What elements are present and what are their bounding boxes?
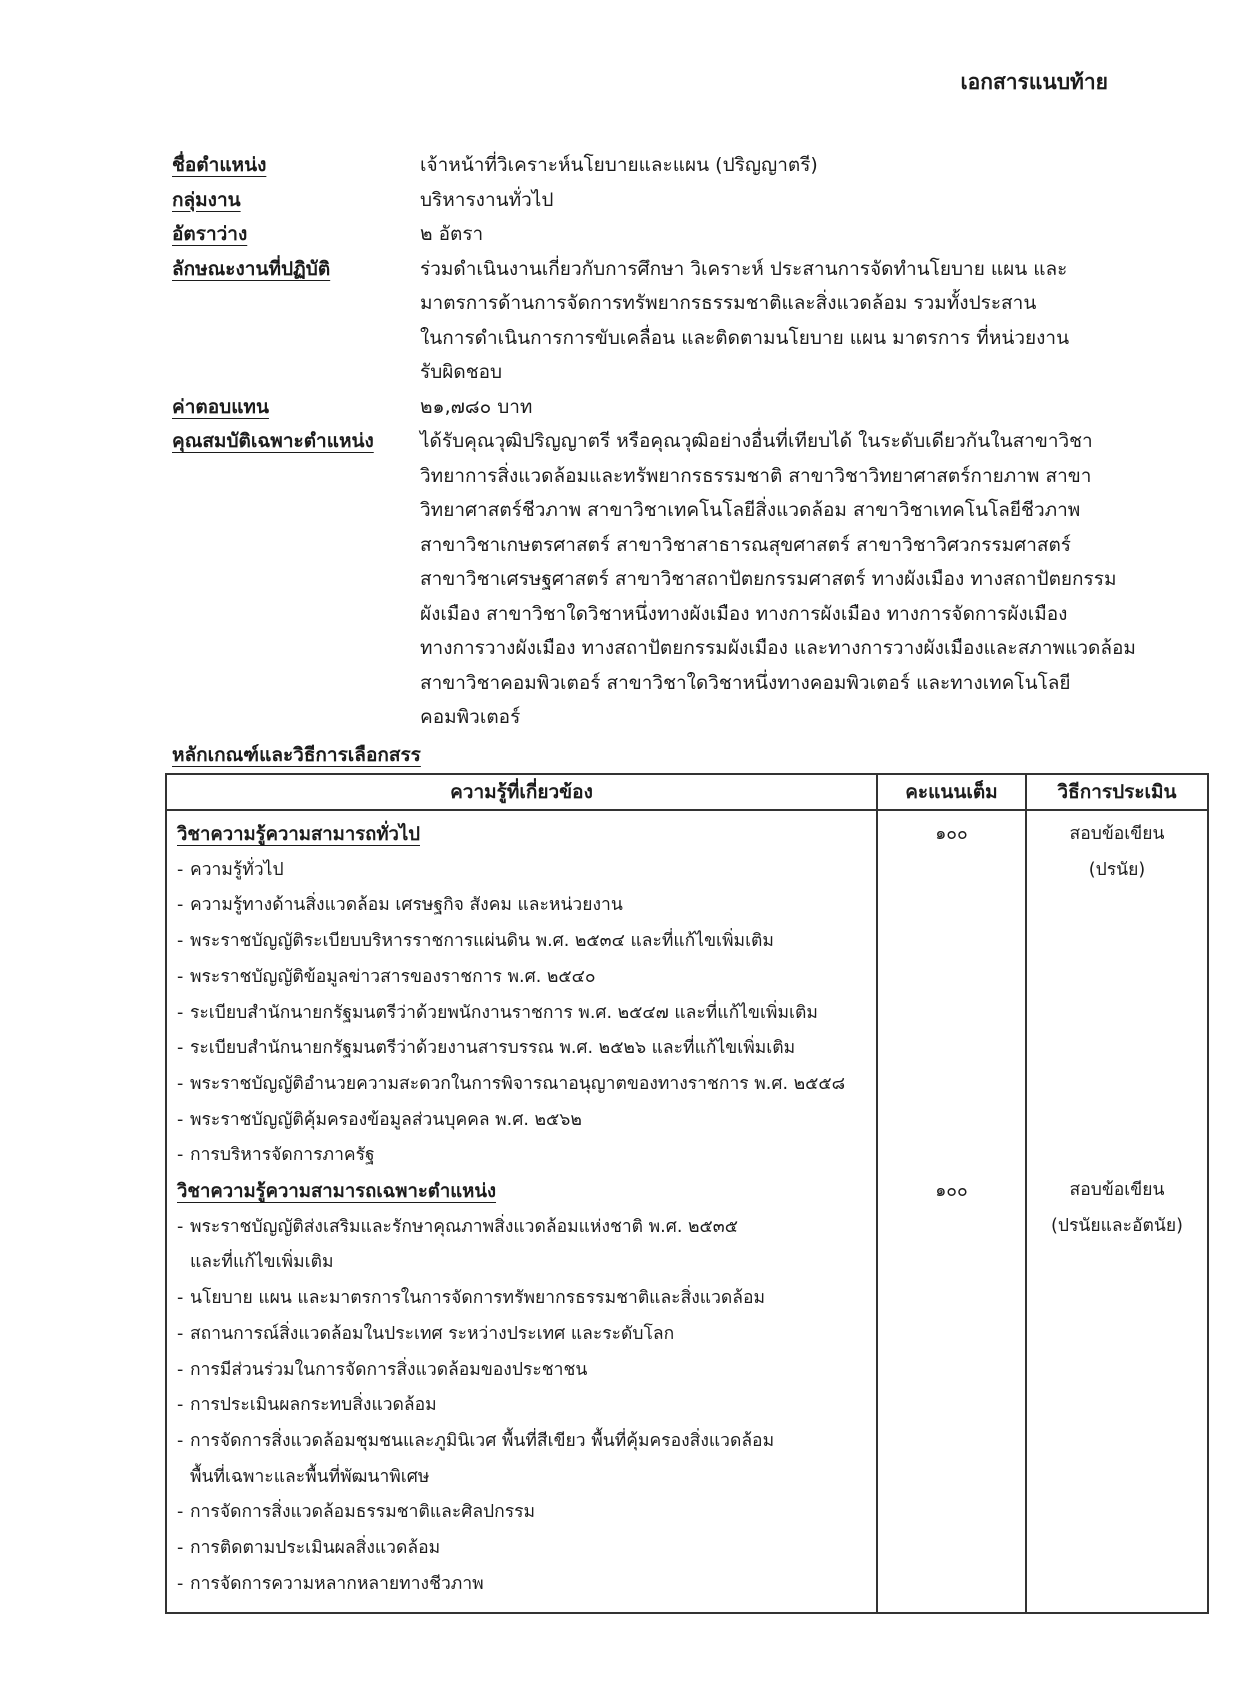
position-info	[172, 148, 1136, 735]
list-item: - การมีส่วนร่วมในการจัดการสิ่งแวดล้อมของประชาชน	[177, 1359, 588, 1380]
header-score: คะแนนเต็ม	[877, 774, 1026, 810]
method-general-line: (ปรนัย)	[1088, 859, 1146, 880]
info-row-qualifications	[172, 424, 1136, 735]
info-row-vacancy	[172, 217, 1132, 252]
list-item-continued: พื้นที่เฉพาะและพื้นที่พัฒนาพิเศษ	[190, 1466, 430, 1487]
list-item: - การจัดการสิ่งแวดล้อมชุมชนและภูมินิเวศ พื้นที่สีเขียว พื้นที่คุ้มครองสิ่งแวดล้อม	[177, 1430, 775, 1451]
header-topic: ความรู้ที่เกี่ยวข้อง	[166, 774, 877, 810]
list-item: - การจัดการสิ่งแวดล้อมธรรมชาติและศิลปกรรม	[177, 1502, 536, 1523]
qualifications-line: สาขาวิชาเศรษฐศาสตร์ สาขาวิชาสถาปัตยกรรมศาสตร์ ทางผังเมือง ทางสถาปัตยกรรม	[420, 568, 1117, 590]
selection-section-title: หลักเกณฑ์และวิธีการเลือกสรร	[172, 744, 421, 766]
duties-line: ในการดำเนินการการขับเคลื่อน และติดตามนโยบาย แผน มาตรการ ที่หน่วยงาน	[420, 326, 1070, 349]
list-item: - พระราชบัญญัติส่งเสริมและรักษาคุณภาพสิ่งแวดล้อมแห่งชาติ พ.ศ. ๒๕๓๕	[177, 1216, 738, 1237]
compensation-value: ๒๑,๗๘๐ บาท	[420, 395, 533, 418]
info-row-compensation	[172, 390, 1132, 425]
list-item-continued: และที่แก้ไขเพิ่มเติม	[190, 1252, 334, 1273]
qualifications-line: ได้รับคุณวุฒิปริญญาตรี หรือคุณวุฒิอย่างอื่นที่เทียบได้ ในระดับเดียวกันในสาขาวิชา	[420, 430, 1093, 452]
method-specific-line: สอบข้อเขียน	[1069, 1180, 1165, 1201]
list-item: - พระราชบัญญัติคุ้มครองข้อมูลส่วนบุคคล พ.ศ. ๒๕๖๒	[177, 1109, 582, 1130]
selection-criteria-table	[165, 773, 1209, 1614]
list-item: - การบริหารจัดการภาครัฐ	[177, 1145, 375, 1166]
list-item: - การติดตามประเมินผลสิ่งแวดล้อม	[177, 1538, 441, 1559]
vacancy-label: อัตราว่าง	[172, 223, 248, 245]
vacancy-value: ๒ อัตรา	[420, 223, 484, 245]
qualifications-line: สาขาวิชาคอมพิวเตอร์ สาขาวิชาใดวิชาหนึ่งทางคอมพิวเตอร์ และทางเทคโนโลยี	[420, 671, 1071, 694]
table-header-row	[166, 774, 1208, 810]
info-row-duties	[172, 252, 1132, 390]
topics-cell	[166, 810, 877, 1613]
table-row	[166, 810, 1208, 1613]
list-item: - ระเบียบสำนักนายกรัฐมนตรีว่าด้วยงานสารบรรณ พ.ศ. ๒๕๒๖ และที่แก้ไขเพิ่มเติม	[177, 1038, 796, 1059]
list-item: - พระราชบัญญัติระเบียบบริหารราชการแผ่นดิน พ.ศ. ๒๕๓๔ และที่แก้ไขเพิ่มเติม	[177, 931, 774, 952]
list-item: - ความรู้ทางด้านสิ่งแวดล้อม เศรษฐกิจ สังคม และหน่วยงาน	[177, 895, 623, 916]
methods-cell	[1026, 810, 1208, 1613]
list-item: - ความรู้ทั่วไป	[177, 859, 284, 880]
info-row-group	[172, 183, 1132, 218]
duties-line: รับผิดชอบ	[420, 361, 503, 383]
list-item: - ระเบียบสำนักนายกรัฐมนตรีว่าด้วยพนักงานราชการ พ.ศ. ๒๕๔๗ และที่แก้ไขเพิ่มเติม	[177, 1002, 818, 1023]
qualifications-line: ผังเมือง สาขาวิชาใดวิชาหนึ่งทางผังเมือง ทางการผังเมือง ทางการจัดการผังเมือง	[420, 602, 1068, 625]
qualifications-line: วิทยาการสิ่งแวดล้อมและทรัพยากรธรรมชาติ สาขาวิชาวิทยาศาสตร์กายภาพ สาขา	[420, 464, 1092, 487]
subject-title-specific: วิชาความรู้ความสามารถเฉพาะตำแหน่ง	[177, 1181, 497, 1203]
attachment-label: เอกสารแนบท้าย	[960, 70, 1108, 94]
position-title-value: เจ้าหน้าที่วิเคราะห์นโยบายและแผน (ปริญญาตรี)	[420, 154, 818, 176]
list-item: - พระราชบัญญัติข้อมูลข่าวสารของราชการ พ.ศ. ๒๕๔๐	[177, 966, 596, 987]
score-specific: ๑๐๐	[935, 1180, 968, 1201]
qualifications-value	[420, 424, 1136, 735]
list-item: - การจัดการความหลากหลายทางชีวภาพ	[177, 1573, 484, 1594]
duties-label: ลักษณะงานที่ปฏิบัติ	[172, 257, 331, 280]
list-item: - นโยบาย แผน และมาตรการในการจัดการทรัพยากรธรรมชาติและสิ่งแวดล้อม	[177, 1288, 766, 1309]
qualifications-label: คุณสมบัติเฉพาะตำแหน่ง	[172, 430, 374, 452]
compensation-label: ค่าตอบแทน	[172, 395, 269, 418]
header-method: วิธีการประเมิน	[1026, 774, 1208, 810]
duties-line: มาตรการด้านการจัดการทรัพยากรธรรมชาติและสิ่งแวดล้อม รวมทั้งประสาน	[420, 292, 1037, 314]
qualifications-line: วิทยาศาสตร์ชีวภาพ สาขาวิชาเทคโนโลยีสิ่งแวดล้อม สาขาวิชาเทคโนโลยีชีวภาพ	[420, 499, 1081, 521]
info-row-title	[172, 148, 1132, 183]
method-general-line: สอบข้อเขียน	[1069, 824, 1165, 844]
qualifications-line: สาขาวิชาเกษตรศาสตร์ สาขาวิชาสาธารณสุขศาสตร์ สาขาวิชาวิศวกรรมศาสตร์	[420, 533, 1072, 556]
position-title-label: ชื่อตำแหน่ง	[172, 154, 267, 176]
list-item: - พระราชบัญญัติอำนวยความสะดวกในการพิจารณาอนุญาตของทางราชการ พ.ศ. ๒๕๕๘	[177, 1073, 846, 1094]
duties-value	[420, 252, 1132, 390]
qualifications-line: ทางการวางผังเมือง ทางสถาปัตยกรรมผังเมือง และทางการวางผังเมืองและสภาพแวดล้อม	[420, 637, 1136, 659]
group-label: กลุ่มงาน	[172, 188, 241, 211]
duties-line: ร่วมดำเนินงานเกี่ยวกับการศึกษา วิเคราะห์ ประสานการจัดทำนโยบาย แผน และ	[420, 257, 1068, 280]
qualifications-line: คอมพิวเตอร์	[420, 706, 521, 728]
method-specific-line: (ปรนัยและอัตนัย)	[1051, 1216, 1183, 1237]
score-general: ๑๐๐	[935, 824, 968, 844]
scores-cell	[877, 810, 1026, 1613]
subject-title-general: วิชาความรู้ความสามารถทั่วไป	[177, 824, 420, 845]
list-item: - การประเมินผลกระทบสิ่งแวดล้อม	[177, 1395, 437, 1416]
list-item: - สถานการณ์สิ่งแวดล้อมในประเทศ ระหว่างประเทศ และระดับโลก	[177, 1323, 675, 1344]
group-value: บริหารงานทั่วไป	[420, 188, 554, 211]
